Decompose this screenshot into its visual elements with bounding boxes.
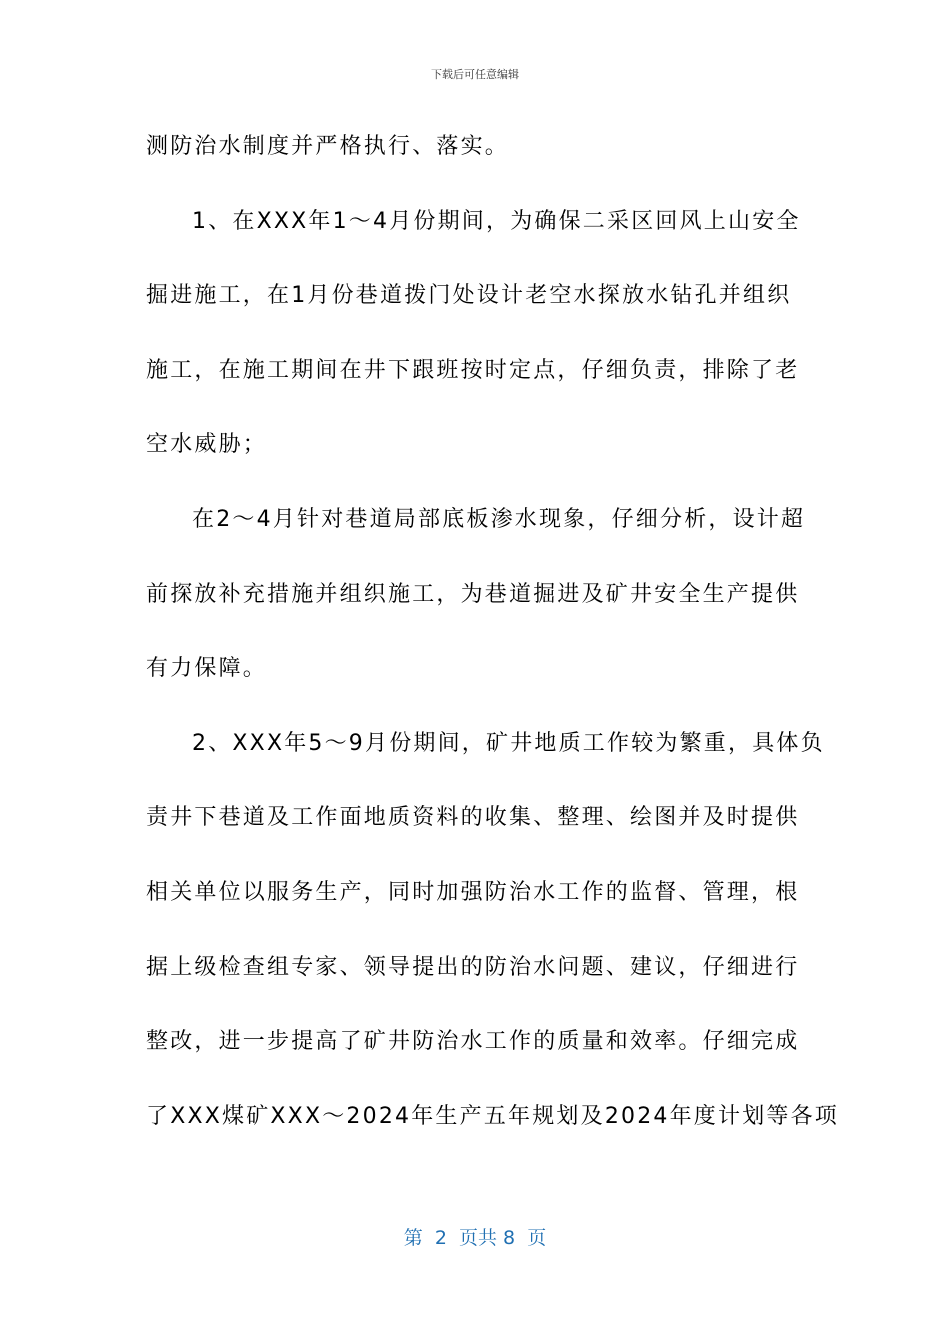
text-line: 空水威胁； xyxy=(146,432,268,458)
text-line: 2、XXX年5～9月份期间，矿井地质工作较为繁重，具体负 xyxy=(192,730,825,756)
text-line: 1、在XXX年1～4月份期间，为确保二采区回风上山安全 xyxy=(192,208,801,234)
document-body xyxy=(146,128,840,1172)
text-line: 据上级检查组专家、领导提出的防治水问题、建议，仔细进行 xyxy=(146,954,800,980)
text-line: 前探放补充措施并组织施工，为巷道掘进及矿井安全生产提供 xyxy=(146,581,800,607)
text-line: 施工，在施工期间在井下跟班按时定点，仔细负责，排除了老 xyxy=(146,357,800,383)
text-line: 了XXX煤矿XXX～2024年生产五年规划及2024年度计划等各项 xyxy=(146,1103,840,1129)
text-line: 整改，进一步提高了矿井防治水工作的质量和效率。仔细完成 xyxy=(146,1029,800,1055)
text-line: 测防治水制度并严格执行、落实。 xyxy=(146,134,510,159)
text-line: 相关单位以服务生产，同时加强防治水工作的监督、管理，根 xyxy=(146,879,800,905)
page-number-footer: 第 2 页共 8 页 xyxy=(403,1227,547,1249)
text-line: 在2～4月针对巷道局部底板渗水现象，仔细分析，设计超 xyxy=(192,506,806,532)
text-line: 有力保障。 xyxy=(146,656,268,682)
text-line: 责井下巷道及工作面地质资料的收集、整理、绘图并及时提供 xyxy=(146,805,800,831)
text-line: 掘进施工，在1月份巷道拨门处设计老空水探放水钻孔并组织 xyxy=(146,283,792,309)
header-note: 下载后可任意编辑 xyxy=(431,68,519,81)
